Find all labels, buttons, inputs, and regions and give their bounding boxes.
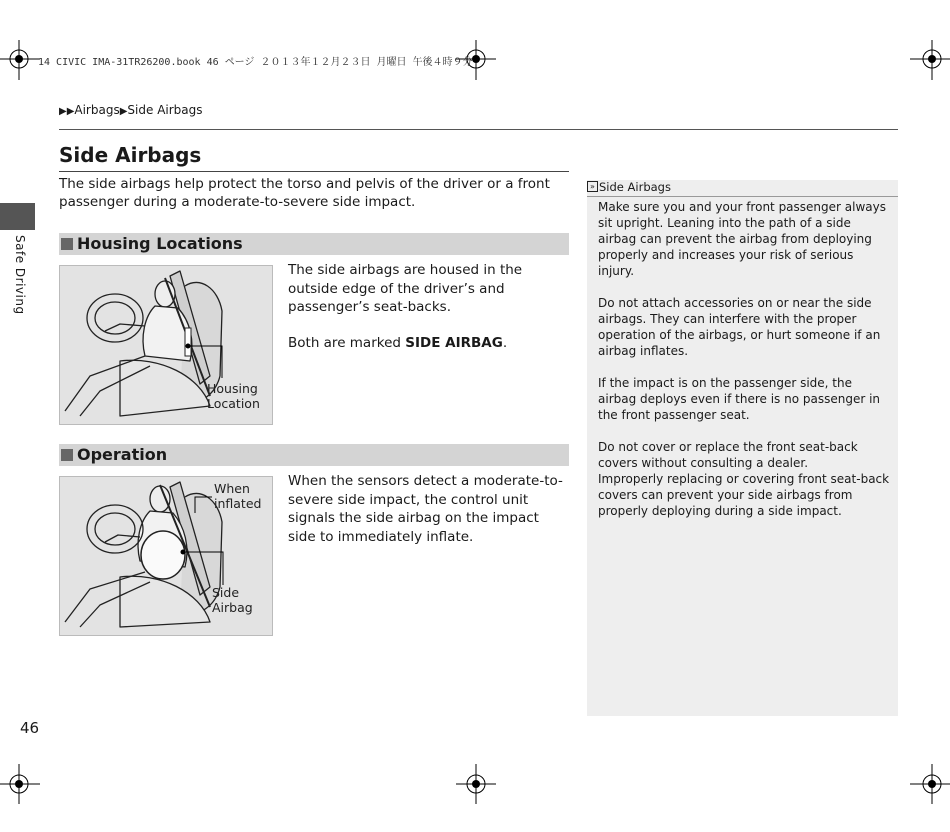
- section-heading-label: Operation: [77, 445, 168, 464]
- section-square-icon: [61, 238, 73, 250]
- operation-figure: [59, 476, 273, 636]
- sidebar-paragraph: Do not attach accessories on or near the side airbags. They can interfere with the proper operation of the airbags, or hurt someone if an airbag inflates.: [598, 296, 881, 358]
- figure-label-side: Side: [212, 585, 240, 600]
- housing-text-2-suffix: .: [502, 335, 508, 351]
- section-heading-operation: [59, 444, 569, 466]
- crop-mark-bottom-left: [0, 764, 40, 804]
- figure-label-when: When: [214, 481, 250, 496]
- sidebar-paragraph: Do not cover or replace the front seat-back covers without consulting a dealer.: [598, 440, 858, 470]
- print-header: 14 CIVIC IMA-31TR26200.book 46 ページ ２０１３年１２月２３日 月曜日 午後４時９分: [38, 57, 473, 68]
- crop-mark-top-left: [0, 40, 40, 80]
- side-tab-label: Safe Driving: [13, 235, 27, 315]
- crop-mark-bottom-center: [456, 764, 496, 804]
- crop-mark-top-right: [910, 40, 950, 80]
- header-divider: [59, 129, 898, 130]
- breadcrumb-arrows-icon: ▶▶: [59, 106, 75, 117]
- title-divider: [59, 171, 569, 172]
- figure-label-inflated: inflated: [214, 496, 262, 511]
- housing-text-2-prefix: Both are marked: [288, 335, 406, 351]
- breadcrumb-link-airbags[interactable]: Airbags: [74, 103, 120, 117]
- sidebar-note-title: Side Airbags: [599, 180, 671, 194]
- figure-label-housing: Housing: [207, 381, 258, 396]
- sidebar-note-body: [598, 199, 890, 535]
- section-heading-housing: [59, 233, 569, 255]
- figure-label-location: Location: [207, 396, 260, 411]
- housing-location-figure: [59, 265, 273, 425]
- housing-text-2: [288, 334, 558, 353]
- sidebar-paragraph: Make sure you and your front passenger always sit upright. Leaning into the path of a side airbag can prevent the airbag from deploying properly and increases your risk of serious injury.: [598, 200, 886, 278]
- operation-text: When the sensors detect a moderate-to-severe side impact, the control unit signals the side airbag on the impact side to immediately inflate.: [288, 473, 563, 545]
- page-number: 46: [20, 719, 40, 737]
- breadcrumb-separator-icon: ▶: [119, 106, 128, 117]
- reference-arrow-icon: »: [587, 181, 598, 192]
- housing-text-1: The side airbags are housed in the outside edge of the driver’s and passenger’s seat-backs.: [288, 262, 523, 315]
- figure-label-airbag: Airbag: [212, 600, 253, 615]
- breadcrumb-current: Side Airbags: [127, 103, 203, 117]
- breadcrumb: [59, 103, 203, 117]
- intro-paragraph: The side airbags help protect the torso and pelvis of the driver or a front passenger during a moderate-to-severe side impact.: [59, 176, 550, 210]
- sidebar-note-header: [587, 180, 898, 197]
- sidebar-paragraph: If the impact is on the passenger side, the airbag deploys even if there is no passenger in the front passenger seat.: [598, 376, 881, 422]
- sidebar-paragraph: Improperly replacing or covering front seat-back covers can prevent your side airbags from properly deploying during a side impact.: [598, 472, 890, 518]
- crop-mark-bottom-right: [910, 764, 950, 804]
- page-title: Side Airbags: [59, 143, 202, 167]
- side-airbag-marking: SIDE AIRBAG: [405, 335, 503, 351]
- section-square-icon: [61, 449, 73, 461]
- section-heading-label: Housing Locations: [77, 234, 243, 253]
- side-tab-marker: [0, 203, 35, 230]
